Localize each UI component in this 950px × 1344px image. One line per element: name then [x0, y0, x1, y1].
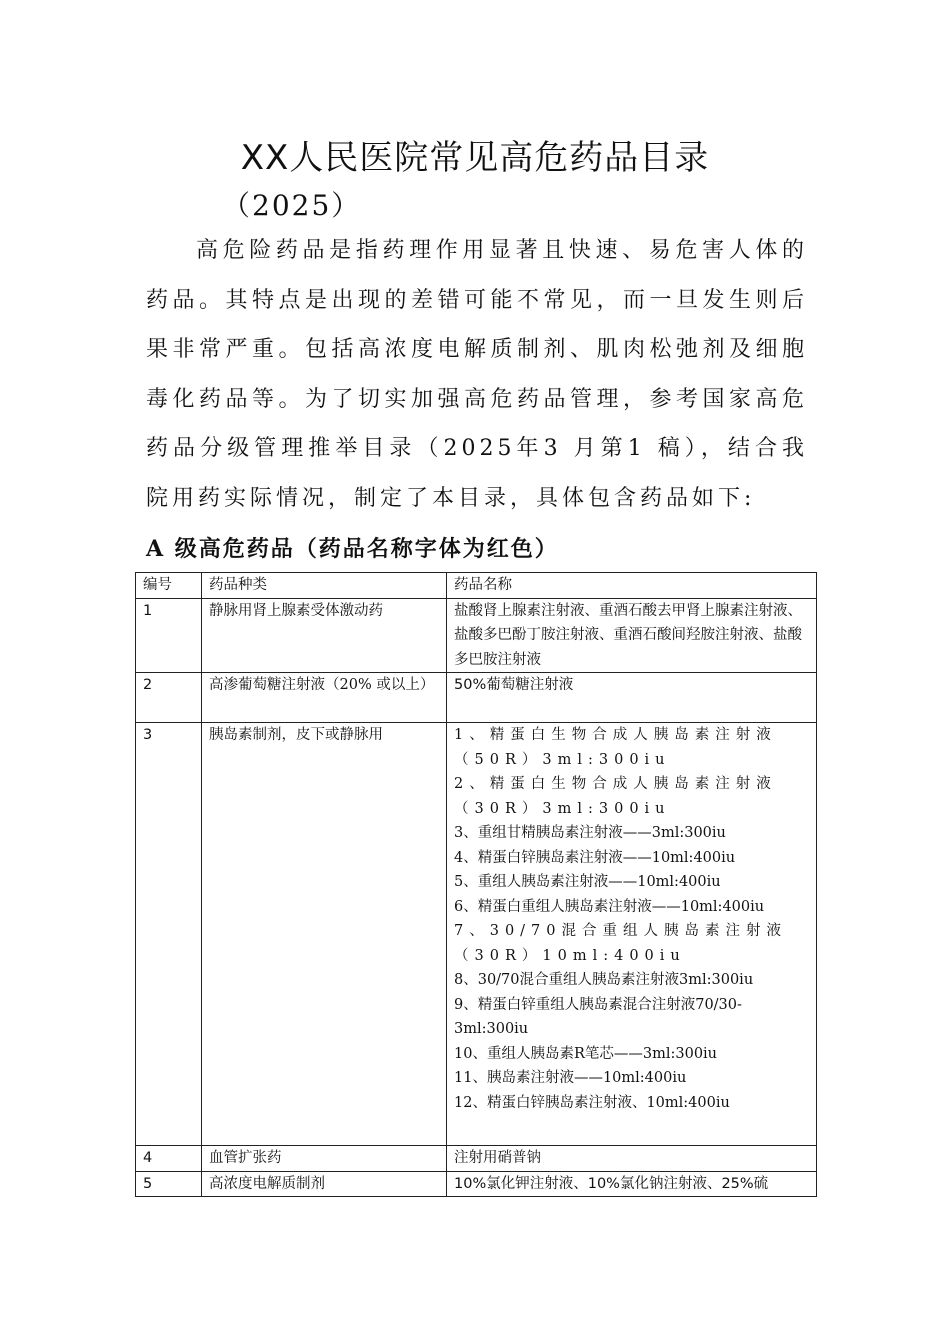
row-category: 高浓度电解质制剂: [202, 1171, 447, 1197]
row-category: 静脉用肾上腺素受体激动药: [202, 598, 447, 673]
row-number: 3: [136, 723, 202, 1146]
list-item: 7、30/70混合重组人胰岛素注射液（30R）10ml:400iu: [454, 923, 788, 964]
page-title: XX人民医院常见高危药品目录: [240, 138, 710, 178]
list-item: 8、30/70混合重组人胰岛素注射液3ml:300iu: [454, 972, 754, 988]
drug-table: [135, 572, 817, 1197]
list-item: 4、精蛋白锌胰岛素注射液——10ml:400iu: [454, 849, 736, 866]
table-row: [136, 723, 817, 1146]
row-category: 血管扩张药: [202, 1146, 447, 1172]
list-item: 6、精蛋白重组人胰岛素注射液——10ml:400iu: [454, 898, 765, 915]
list-item: 11、胰岛素注射液——10ml:400iu: [454, 1070, 687, 1086]
row-number: 5: [136, 1171, 202, 1197]
header-drug-names: 药品名称: [447, 573, 817, 599]
intro-paragraph: 高危险药品是指药理作用显著且快速、易危害人体的药品。其特点是出现的差错可能不常见，而一旦发生则后果非常严重。包括高浓度电解质制剂、肌肉松弛剂及细胞毒化药品等。为了切实加强高危药品管理，参考国家高危药品分级管理推举目录（2025年3 月第1 稿），结合我院用药实际情况，制定了本目录，具体包含药品如下:: [146, 238, 808, 511]
row-drug-names: 10%氯化钾注射液、10%氯化钠注射液、25%硫: [447, 1171, 817, 1197]
table-row: [136, 598, 817, 673]
list-item: 5、重组人胰岛素注射液——10ml:400iu: [454, 874, 721, 890]
header-category: 药品种类: [202, 573, 447, 599]
table-row: [136, 1171, 817, 1197]
list-item: 1、精蛋白生物合成人胰岛素注射液（50R）3ml:300iu: [454, 727, 777, 768]
header-number: 编号: [136, 573, 202, 599]
row-category: 胰岛素制剂，皮下或静脉用: [202, 723, 447, 1146]
section-a-heading: A 级高危药品（药品名称字体为红色）: [146, 536, 559, 562]
list-item: 9、精蛋白锌重组人胰岛素混合注射液70/30-3ml:300iu: [454, 996, 742, 1037]
row-drug-names: 注射用硝普钠: [447, 1146, 817, 1172]
table-row: [136, 673, 817, 723]
row-category: 高渗葡萄糖注射液（20% 或以上）: [202, 673, 447, 723]
row-drug-names: 50%葡萄糖注射液: [447, 673, 817, 723]
row-drug-names: 盐酸肾上腺素注射液、重酒石酸去甲肾上腺素注射液、盐酸多巴酚丁胺注射液、重酒石酸间羟胺注射液、盐酸多巴胺注射液: [447, 598, 817, 673]
list-item: 3、重组甘精胰岛素注射液——3ml:300iu: [454, 825, 726, 841]
table-header-row: [136, 573, 817, 599]
row-number: 2: [136, 673, 202, 723]
list-item: 2、精蛋白生物合成人胰岛素注射液（30R）3ml:300iu: [454, 776, 777, 817]
row-number: 1: [136, 598, 202, 673]
table-row: [136, 1146, 817, 1172]
row-number: 4: [136, 1146, 202, 1172]
page-year: （2025）: [222, 189, 362, 222]
list-item: 12、精蛋白锌胰岛素注射液、10ml:400iu: [454, 1094, 730, 1111]
row-drug-names: [447, 723, 817, 1146]
list-item: 10、重组人胰岛素R笔芯——3ml:300iu: [454, 1045, 718, 1062]
